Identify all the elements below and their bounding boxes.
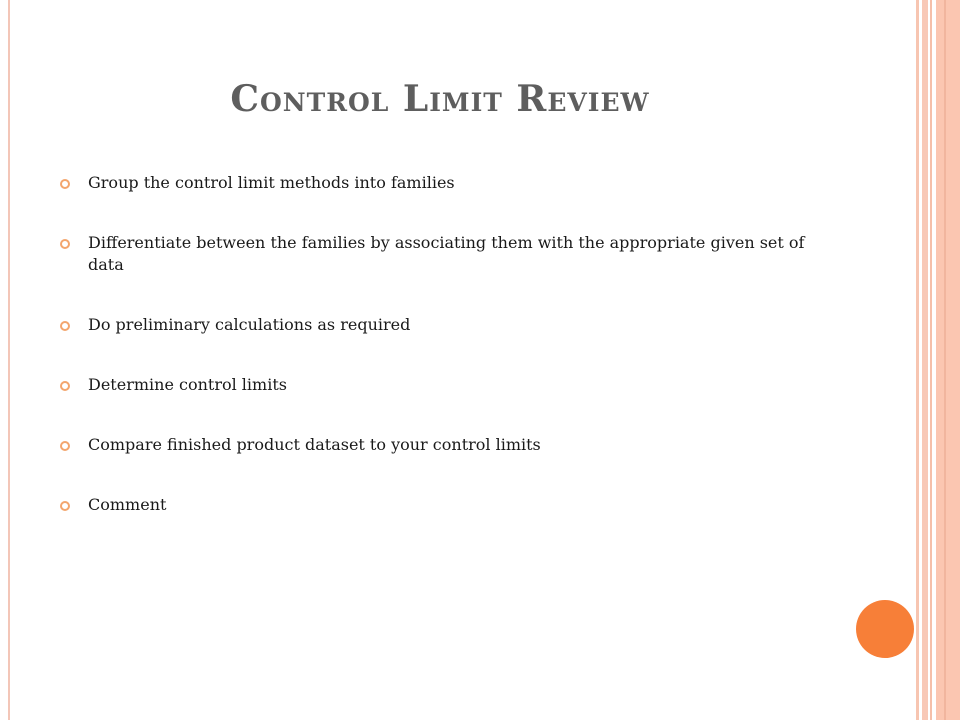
decorative-stripe — [936, 0, 960, 720]
decorative-stripe — [916, 0, 919, 720]
list-item — [60, 232, 820, 276]
decorative-stripe — [930, 0, 932, 720]
orange-circle-decoration — [856, 600, 914, 658]
bullet-text: Differentiate between the families by associating them with the appropriate given set of data — [88, 233, 805, 274]
list-item — [60, 494, 820, 516]
bullet-circle-icon — [60, 239, 70, 249]
decorative-stripe — [944, 0, 946, 720]
bullet-text: Compare finished product dataset to your control limits — [88, 435, 541, 454]
bullet-circle-icon — [60, 321, 70, 331]
bullet-circle-icon — [60, 381, 70, 391]
list-item — [60, 374, 820, 396]
bullet-circle-icon — [60, 179, 70, 189]
list-item — [60, 314, 820, 336]
slide-title-text: Control Limit Review — [230, 78, 650, 120]
list-item — [60, 434, 820, 456]
bullet-circle-icon — [60, 441, 70, 451]
bullet-circle-icon — [60, 501, 70, 511]
bullet-text: Comment — [88, 495, 167, 514]
bullet-text: Group the control limit methods into families — [88, 173, 455, 192]
list-item — [60, 172, 820, 194]
bullet-text: Determine control limits — [88, 375, 287, 394]
bullet-list — [60, 172, 820, 554]
decorative-stripe — [922, 0, 928, 720]
bullet-text: Do preliminary calculations as required — [88, 315, 411, 334]
slide-title — [0, 78, 880, 120]
